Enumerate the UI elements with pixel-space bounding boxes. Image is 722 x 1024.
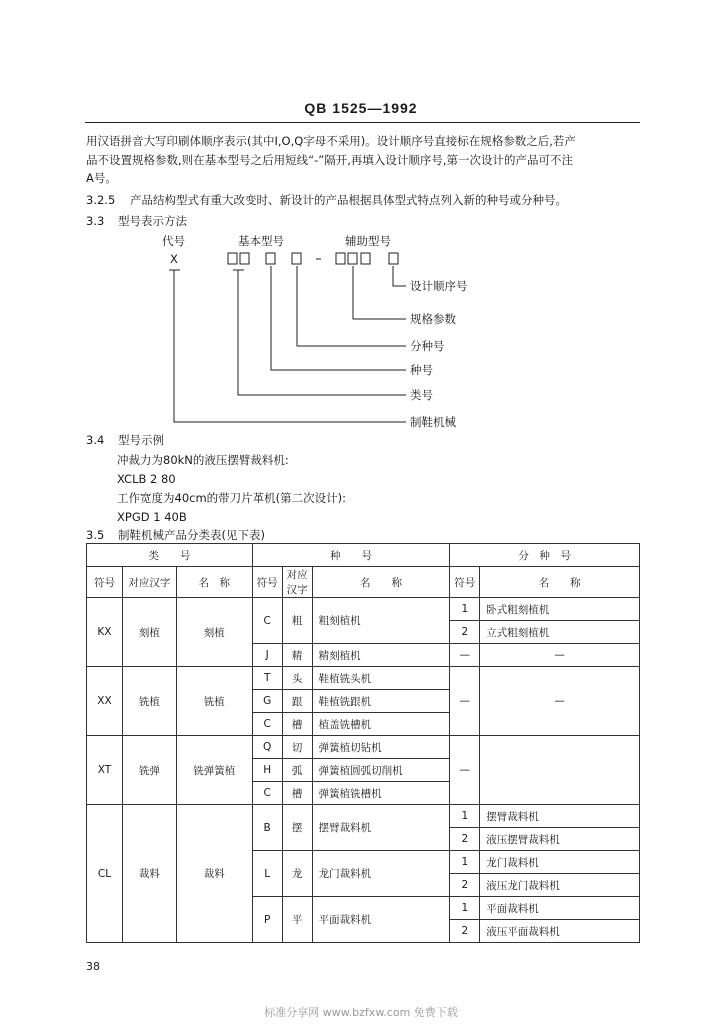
kind-hanzi: 头 — [282, 667, 312, 690]
leader-line — [353, 266, 406, 319]
para-line: 用汉语拼音大写印刷体顺序表示(其中I,O,Q字母不采用)。设计顺序号直接标在规格参数之后,若产 — [86, 134, 576, 148]
category-name: 铣弹簧植 — [176, 736, 252, 805]
leader-line — [393, 266, 406, 286]
kind-name: 龙门裁料机 — [312, 851, 450, 897]
kind-symbol: B — [252, 805, 282, 851]
category-symbol: XX — [87, 667, 123, 736]
section-number: 3.4 — [86, 433, 105, 447]
sub-symbol: 1 — [450, 897, 480, 920]
sub-name: — — [480, 644, 640, 667]
kind-symbol: G — [252, 690, 282, 713]
diagram-basic-label: 基本型号 — [238, 234, 284, 248]
table-row — [87, 598, 640, 621]
kind-hanzi: 槽 — [282, 713, 312, 736]
kind-hanzi: 弧 — [282, 759, 312, 782]
kind-symbol: J — [252, 644, 282, 667]
sub-name: 龙门裁料机 — [480, 851, 640, 874]
diagram-aux-label: 辅助型号 — [345, 234, 391, 248]
example-code: XPGD 1 40B — [117, 510, 187, 524]
kind-name: 鞋植铣头机 — [312, 667, 450, 690]
kind-hanzi: 平 — [282, 897, 312, 943]
sub-name — [480, 736, 640, 805]
group-header: 类 号 — [87, 544, 253, 567]
sub-symbol: — — [450, 644, 480, 667]
sub-symbol: — — [450, 667, 480, 736]
leader-line — [297, 266, 406, 346]
kind-name: 精刻植机 — [312, 644, 450, 667]
kind-hanzi: 切 — [282, 736, 312, 759]
kind-symbol: C — [252, 782, 282, 805]
sub-name: — — [480, 667, 640, 736]
section-text: 产品结构型式有重大改变时、新设计的产品根据具体型式特点列入新的种号或分种号。 — [130, 193, 567, 207]
section-number: 3.5 — [86, 528, 105, 542]
example-code: XCLB 2 80 — [117, 472, 176, 486]
section-title: 型号表示方法 — [118, 214, 187, 228]
diagram-label: 规格参数 — [410, 312, 456, 326]
col-header: 对应汉字 — [282, 567, 312, 598]
sub-symbol: 1 — [450, 598, 480, 621]
kind-symbol: H — [252, 759, 282, 782]
section-number: 3.2.5 — [86, 193, 116, 207]
kind-hanzi: 摆 — [282, 805, 312, 851]
group-header: 种 号 — [252, 544, 450, 567]
model-code-diagram — [0, 0, 722, 440]
leader-line — [238, 270, 406, 395]
category-hanzi: 裁料 — [122, 805, 176, 943]
sub-name: 立式粗刻植机 — [480, 621, 640, 644]
col-header: 对应汉字 — [122, 567, 176, 598]
kind-hanzi: 粗 — [282, 598, 312, 644]
sub-symbol: 1 — [450, 851, 480, 874]
kind-symbol: L — [252, 851, 282, 897]
example-line: 冲裁力为80kN的液压摆臂裁料机: — [117, 453, 289, 467]
classification-table — [86, 543, 640, 943]
kind-hanzi: 跟 — [282, 690, 312, 713]
kind-name: 弹簧植切钻机 — [312, 736, 450, 759]
col-header: 名 称 — [176, 567, 252, 598]
diagram-label: 种号 — [410, 363, 433, 377]
kind-hanzi: 精 — [282, 644, 312, 667]
sub-name: 平面裁料机 — [480, 897, 640, 920]
col-header: 符号 — [450, 567, 480, 598]
group-header: 分 种 号 — [450, 544, 640, 567]
kind-name: 鞋植铣跟机 — [312, 690, 450, 713]
kind-name: 植盖铣槽机 — [312, 713, 450, 736]
table-group-header-row — [87, 544, 640, 567]
box-glyph — [361, 253, 370, 264]
leader-line — [271, 266, 406, 370]
box-glyph — [240, 253, 249, 264]
sub-symbol: 1 — [450, 805, 480, 828]
para-line: A号。 — [86, 171, 117, 185]
footer-watermark: 标准分享网 www.bzfxw.com 免费下载 — [264, 1006, 458, 1019]
sub-symbol: 2 — [450, 874, 480, 897]
table-row — [87, 805, 640, 828]
kind-symbol: C — [252, 713, 282, 736]
diagram-label: 设计顺序号 — [410, 279, 468, 293]
table-row — [87, 736, 640, 759]
col-header: 符号 — [87, 567, 123, 598]
sub-symbol: 2 — [450, 828, 480, 851]
table-col-header-row — [87, 567, 640, 598]
diagram-code-letter: X — [170, 252, 178, 266]
category-symbol: CL — [87, 805, 123, 943]
para-line: 品不设置规格参数,则在基本型号之后用短线“-”隔开,再填入设计顺序号,第一次设计的产品可不注 — [86, 153, 574, 167]
box-glyph — [292, 253, 301, 264]
kind-hanzi: 槽 — [282, 782, 312, 805]
document-header: QB 1525—1992 — [304, 100, 418, 116]
kind-name: 摆臂裁料机 — [312, 805, 450, 851]
sub-name: 卧式粗刻植机 — [480, 598, 640, 621]
example-line: 工作宽度为40cm的带刀片革机(第二次设计): — [117, 491, 347, 505]
sub-symbol: 2 — [450, 621, 480, 644]
page-number: 38 — [86, 960, 100, 973]
section-title: 制鞋机械产品分类表(见下表) — [118, 528, 265, 542]
kind-name: 粗刻植机 — [312, 598, 450, 644]
diagram-label: 分种号 — [410, 339, 445, 353]
box-glyph — [336, 253, 345, 264]
box-glyph — [389, 253, 398, 264]
col-header: 符号 — [252, 567, 282, 598]
kind-name: 弹簧植圆弧切削机 — [312, 759, 450, 782]
kind-symbol: Q — [252, 736, 282, 759]
kind-symbol: C — [252, 598, 282, 644]
kind-name: 弹簧植铣槽机 — [312, 782, 450, 805]
sub-name: 液压摆臂裁料机 — [480, 828, 640, 851]
kind-hanzi: 龙 — [282, 851, 312, 897]
diagram-label: 类号 — [410, 388, 433, 402]
category-name: 裁料 — [176, 805, 252, 943]
box-glyph — [266, 253, 275, 264]
table-row — [87, 667, 640, 690]
kind-symbol: T — [252, 667, 282, 690]
col-header: 名 称 — [312, 567, 450, 598]
diagram-label: 制鞋机械 — [410, 415, 456, 429]
section-title: 型号示例 — [118, 433, 164, 447]
sub-symbol: 2 — [450, 920, 480, 943]
category-hanzi: 刻植 — [122, 598, 176, 667]
diagram-code-label: 代号 — [162, 234, 185, 248]
category-name: 铣植 — [176, 667, 252, 736]
kind-name: 平面裁料机 — [312, 897, 450, 943]
box-glyph — [348, 253, 357, 264]
category-name: 刻植 — [176, 598, 252, 667]
category-hanzi: 铣植 — [122, 667, 176, 736]
kind-symbol: P — [252, 897, 282, 943]
category-symbol: KX — [87, 598, 123, 667]
box-glyph — [228, 253, 237, 264]
category-hanzi: 铣弹 — [122, 736, 176, 805]
section-number: 3.3 — [86, 214, 105, 228]
sub-name: 液压平面裁料机 — [480, 920, 640, 943]
sub-name: 液压龙门裁料机 — [480, 874, 640, 897]
category-symbol: XT — [87, 736, 123, 805]
col-header: 名 称 — [480, 567, 640, 598]
sub-symbol: — — [450, 736, 480, 805]
sub-name: 摆臂裁料机 — [480, 805, 640, 828]
